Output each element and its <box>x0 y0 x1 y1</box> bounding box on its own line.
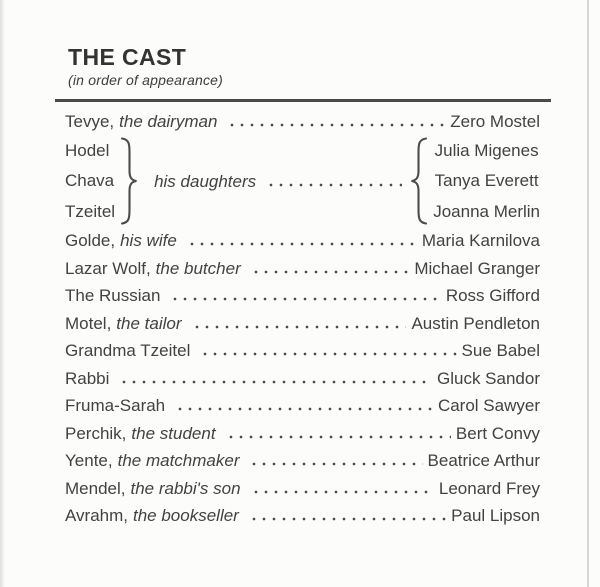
character-name: Rabbi <box>65 368 110 388</box>
dotted-leader <box>264 183 402 187</box>
character-name: Hodel <box>65 140 110 160</box>
character-name: Lazar Wolf, <box>65 258 151 278</box>
dotted-leader <box>168 297 440 301</box>
dotted-leader <box>185 242 417 246</box>
actor-name: Austin Pendleton <box>411 313 540 333</box>
actor-name: Carol Sawyer <box>437 396 540 415</box>
actor-name: Julia Migenes <box>434 140 539 160</box>
cast-list <box>65 108 540 530</box>
character-name: Yente, <box>65 451 113 470</box>
actor-name: Tanya Everett <box>434 171 539 190</box>
character-descriptor: his wife <box>120 231 177 250</box>
character-name: Tzeitel <box>65 201 116 221</box>
dotted-leader <box>247 462 422 466</box>
character-name: Motel, <box>65 313 112 333</box>
character-descriptor: the butcher <box>155 258 241 278</box>
character-name: Chava <box>65 171 115 190</box>
character-descriptor: the dairyman <box>119 112 218 131</box>
cast-row <box>65 282 540 310</box>
character-descriptor: his daughters <box>154 171 257 191</box>
actor-name: Ross Gifford <box>445 286 540 305</box>
dotted-leader <box>225 123 445 127</box>
actor-name: Gluck Sandor <box>437 368 540 388</box>
dotted-leader <box>249 270 410 274</box>
cast-row <box>65 420 540 448</box>
actor-name: Sue Babel <box>461 341 540 360</box>
cast-row <box>65 392 540 420</box>
actor-name: Paul Lipson <box>451 506 540 525</box>
cast-row <box>65 365 540 393</box>
character-name: Grandma Tzeitel <box>65 341 191 360</box>
dotted-leader <box>249 490 434 494</box>
actor-name: Beatrice Arthur <box>427 451 540 470</box>
daughters-descriptor-row <box>149 168 405 196</box>
header <box>68 45 223 88</box>
cast-row <box>65 310 540 338</box>
actor-name: Michael Granger <box>414 258 540 278</box>
daughters-actor-names <box>433 136 540 228</box>
character-descriptor: the matchmaker <box>117 451 240 470</box>
left-brace-icon <box>409 136 429 228</box>
character-descriptor: the rabbi's son <box>130 478 241 498</box>
dotted-leader <box>117 380 432 384</box>
actor-name: Zero Mostel <box>450 112 540 131</box>
cast-row <box>65 447 540 475</box>
scan-edge-left <box>0 0 5 587</box>
right-brace-icon <box>119 136 139 228</box>
character-name: Fruma-Sarah <box>65 396 166 415</box>
scan-edge-right <box>587 0 589 587</box>
actor-name: Maria Karnilova <box>421 231 540 250</box>
dotted-leader <box>173 407 433 411</box>
character-name: Perchik, <box>65 423 127 443</box>
cast-row <box>65 475 540 503</box>
cast-row <box>65 255 540 283</box>
character-name: The Russian <box>65 286 161 305</box>
character-descriptor: the student <box>131 423 216 443</box>
cast-row <box>65 227 540 255</box>
character-name: Mendel, <box>65 478 126 498</box>
character-name: Avrahm, <box>65 506 128 525</box>
page-subtitle: (in order of appearance) <box>68 72 223 89</box>
divider-rule <box>55 99 551 102</box>
dotted-leader <box>224 435 451 439</box>
page-title: THE CAST <box>68 44 187 70</box>
actor-name: Leonard Frey <box>438 478 540 498</box>
dotted-leader <box>198 352 456 356</box>
cast-row <box>65 337 540 365</box>
character-name: Tevye, <box>65 112 115 131</box>
daughters-character-names <box>65 136 115 228</box>
actor-name: Joanna Merlin <box>433 201 540 221</box>
dotted-leader <box>190 325 407 329</box>
character-name: Golde, <box>65 231 116 250</box>
actor-name: Bert Convy <box>455 423 540 443</box>
cast-row <box>65 502 540 530</box>
character-descriptor: the tailor <box>116 313 182 333</box>
character-descriptor: the bookseller <box>133 506 239 525</box>
daughters-group <box>65 136 540 228</box>
dotted-leader <box>247 517 446 521</box>
cast-row <box>65 108 540 136</box>
